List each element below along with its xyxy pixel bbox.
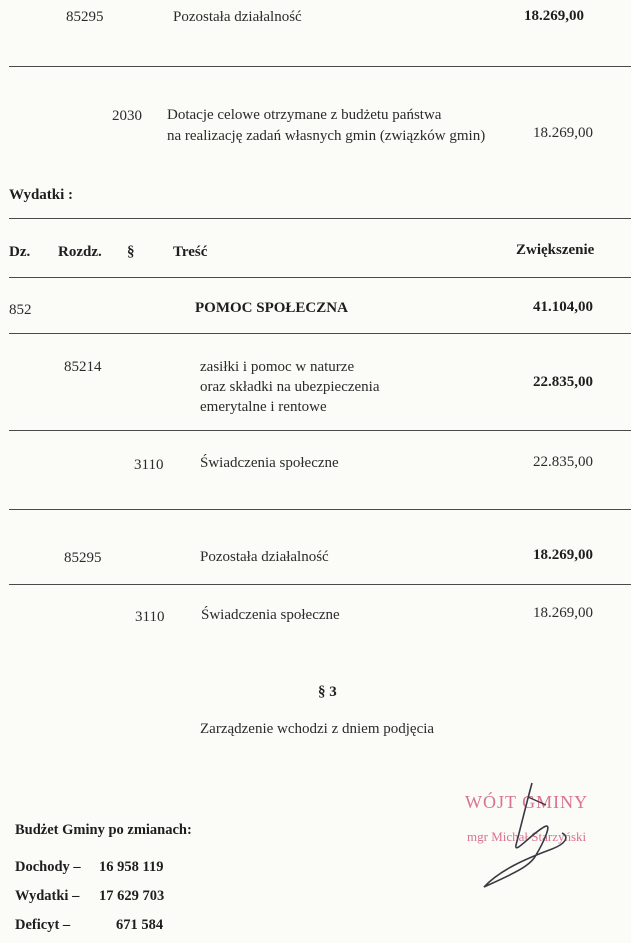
par-1-code: 3110 <box>134 457 164 473</box>
income-total-label: Dochody – <box>15 859 81 875</box>
rozdz-2-code: 85295 <box>64 550 102 566</box>
header-dz: Dz. <box>9 244 31 260</box>
dzial-amount: 41.104,00 <box>533 299 593 315</box>
divider <box>9 66 631 67</box>
header-par: § <box>127 244 135 260</box>
divider <box>9 430 631 431</box>
divider <box>9 333 631 334</box>
income-rozdz-code: 85295 <box>66 9 104 25</box>
income-total-value: 16 958 119 <box>99 859 164 875</box>
divider <box>9 277 631 278</box>
expense-total-label: Wydatki – <box>15 888 80 904</box>
rozdz-1-amount: 22.835,00 <box>533 374 593 390</box>
header-amount: Zwiększenie <box>516 242 595 258</box>
rozdz-1-title: zasiłki i pomoc w naturze oraz składki na ubezpieczenia emerytalne i rentowe <box>200 359 380 415</box>
section-3-text: Zarządzenie wchodzi z dniem podjęcia <box>200 721 435 737</box>
par-1-amount: 22.835,00 <box>533 454 593 470</box>
divider <box>9 584 631 585</box>
dzial-code: 852 <box>9 302 32 318</box>
stamp-name: mgr Michał Starzyński <box>467 829 587 844</box>
summary-title: Budżet Gminy po zmianach: <box>15 822 192 838</box>
income-row-title: Pozostała działalność <box>173 9 302 25</box>
income-par-title: Dotacje celowe otrzymane z budżetu państwa na realizację zadań własnych gmin (związków gmin) <box>167 107 486 144</box>
divider <box>9 218 631 219</box>
par-2-title: Świadczenia społeczne <box>201 607 340 623</box>
par-2-code: 3110 <box>135 609 165 625</box>
header-tresc: Treść <box>173 244 208 260</box>
rozdz-1-code: 85214 <box>64 359 102 375</box>
rozdz-2-amount: 18.269,00 <box>533 547 593 563</box>
income-par-amount: 18.269,00 <box>533 125 593 141</box>
divider <box>9 509 631 510</box>
deficit-value: 671 584 <box>116 917 164 933</box>
rozdz-2-title: Pozostała działalność <box>200 549 329 565</box>
expenses-title: Wydatki : <box>9 187 74 203</box>
header-rozdz: Rozdz. <box>58 244 102 260</box>
par-2-amount: 18.269,00 <box>533 605 593 621</box>
section-3-heading: § 3 <box>318 684 337 700</box>
signature-icon <box>470 775 580 895</box>
deficit-label: Deficyt – <box>15 917 71 933</box>
dzial-title: POMOC SPOŁECZNA <box>195 300 348 316</box>
income-par-code: 2030 <box>112 108 142 124</box>
income-row-amount: 18.269,00 <box>524 8 584 24</box>
stamp-title: WÓJT GMINY <box>465 792 589 812</box>
par-1-title: Świadczenia społeczne <box>200 455 339 471</box>
expense-total-value: 17 629 703 <box>99 888 165 904</box>
